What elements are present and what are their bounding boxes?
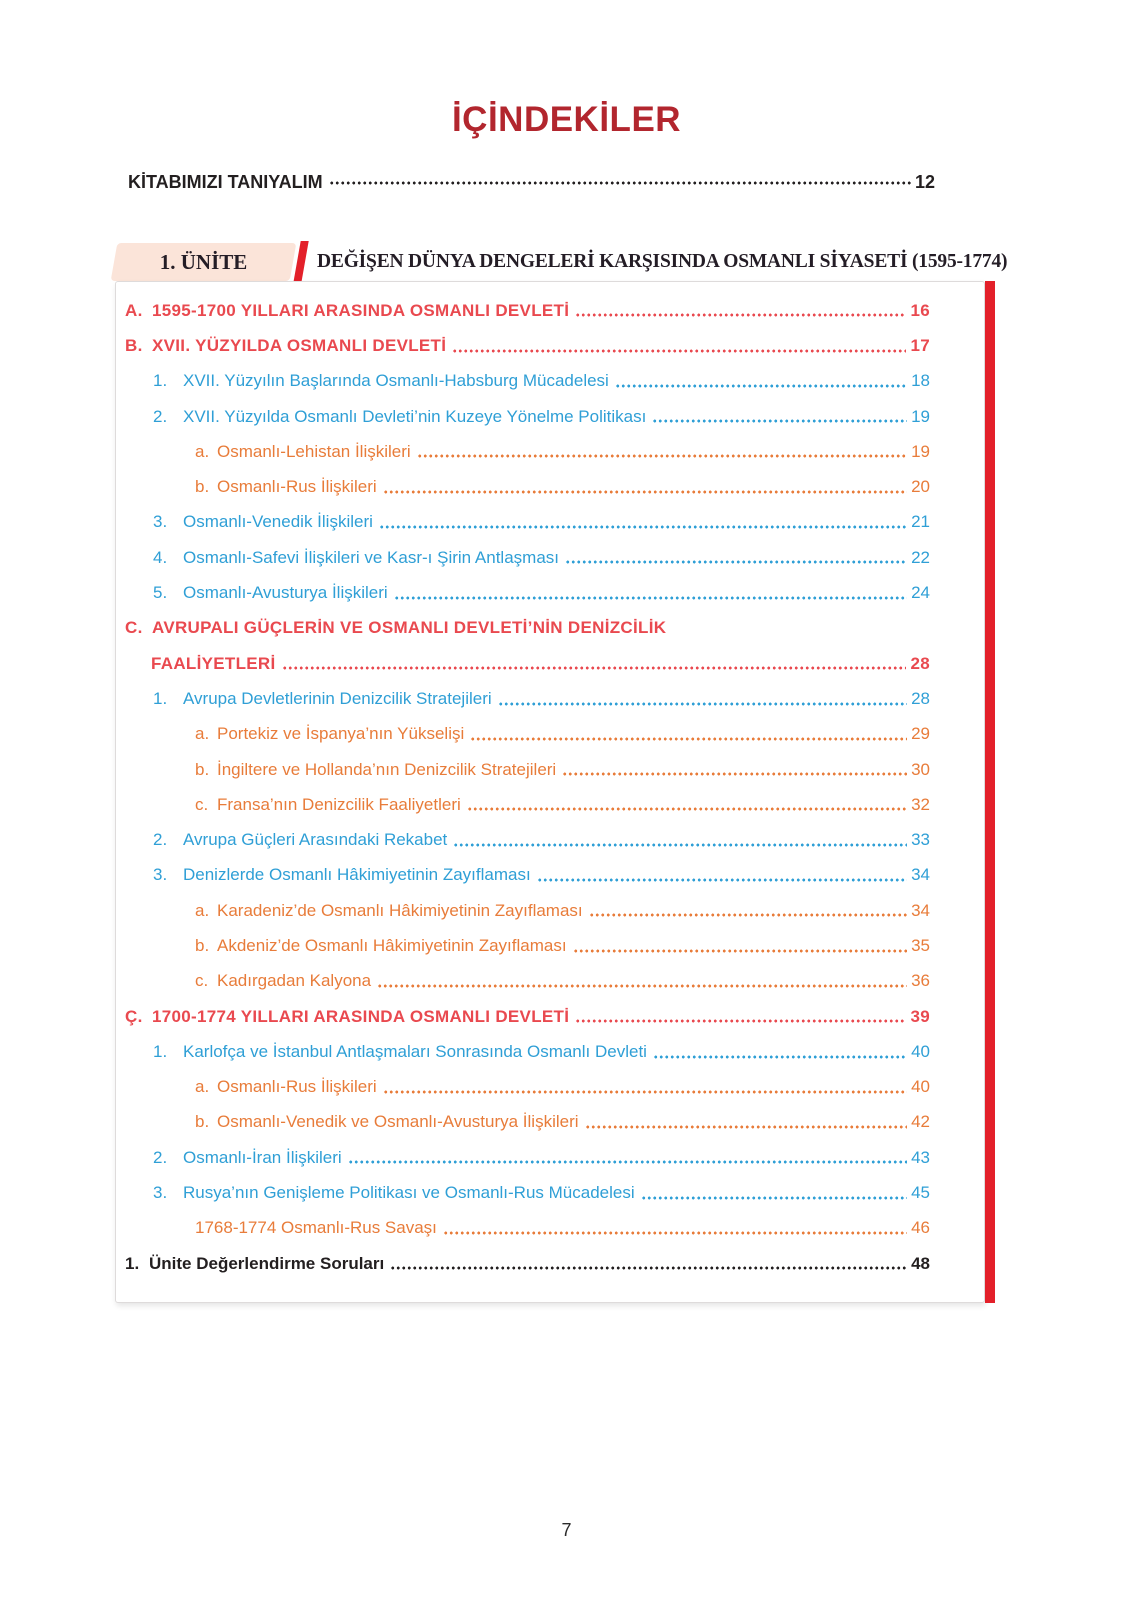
toc-entry-label: Osmanlı-Rus İlişkileri bbox=[217, 477, 377, 497]
toc-entry bbox=[116, 1070, 930, 1105]
dotted-leader bbox=[575, 313, 906, 317]
dotted-leader bbox=[565, 560, 907, 564]
toc-entry-prefix: 1. bbox=[153, 1041, 168, 1061]
dotted-leader bbox=[329, 181, 911, 185]
toc-entry-prefix: 1. bbox=[125, 1253, 140, 1273]
toc-entry bbox=[116, 540, 930, 575]
toc-entry-page: 30 bbox=[911, 759, 930, 779]
dotted-leader bbox=[562, 772, 907, 776]
toc-entry-page: 39 bbox=[910, 1006, 930, 1026]
toc-entry-label: FAALİYETLERİ bbox=[151, 653, 276, 673]
toc-entry-page: 34 bbox=[911, 865, 930, 885]
dotted-leader bbox=[498, 702, 907, 706]
dotted-leader bbox=[575, 1019, 906, 1023]
toc-entry bbox=[116, 964, 930, 999]
toc-entry-label: Denizlerde Osmanlı Hâkimiyetinin Zayıflaması bbox=[183, 865, 531, 885]
dotted-leader bbox=[467, 807, 907, 811]
toc-entry-page: 33 bbox=[911, 830, 930, 850]
toc-entry bbox=[116, 1175, 930, 1210]
dotted-leader bbox=[537, 878, 907, 882]
toc-entry-label: Akdeniz’de Osmanlı Hâkimiyetinin Zayıflaması bbox=[217, 935, 567, 955]
toc-entry-page: 17 bbox=[910, 335, 930, 355]
toc-entry-label: KİTABIMIZI TANIYALIM bbox=[128, 171, 323, 192]
toc-entry-page: 46 bbox=[911, 1218, 930, 1238]
toc-entry-page: 16 bbox=[910, 300, 930, 320]
toc-entry-page: 20 bbox=[911, 477, 930, 497]
toc-entry bbox=[116, 787, 930, 822]
toc-entry bbox=[116, 434, 930, 469]
toc-entry bbox=[116, 469, 930, 504]
toc-entry-prefix: 2. bbox=[153, 1147, 168, 1167]
toc-entry-prefix: C. bbox=[125, 618, 143, 638]
dotted-leader bbox=[653, 1055, 907, 1059]
toc-entry-prefix: a. bbox=[195, 900, 210, 920]
toc-entry bbox=[116, 505, 930, 540]
toc-entry bbox=[116, 293, 930, 328]
dotted-leader bbox=[453, 843, 907, 847]
toc-entry-prefix: b. bbox=[195, 477, 210, 497]
toc-entry bbox=[116, 1246, 930, 1281]
page-title: İÇİNDEKİLER bbox=[451, 100, 682, 139]
toc-entry-label: Portekiz ve İspanya’nın Yükselişi bbox=[217, 724, 465, 744]
red-accent-bar bbox=[985, 281, 995, 1303]
toc-entry-page: 32 bbox=[911, 794, 930, 814]
dotted-leader bbox=[585, 1125, 908, 1129]
toc-entry-label: Rusya’nın Genişleme Politikası ve Osmanlı-Rus Mücadelesi bbox=[183, 1183, 635, 1203]
toc-entry-prefix: b. bbox=[195, 935, 210, 955]
toc-entry-label: Karlofça ve İstanbul Antlaşmaları Sonrasında Osmanlı Devleti bbox=[183, 1041, 647, 1061]
toc-entry-prefix: 4. bbox=[153, 547, 168, 567]
dotted-leader bbox=[443, 1231, 907, 1235]
toc-entry-prefix: 2. bbox=[153, 830, 168, 850]
toc-entry-page: 43 bbox=[911, 1147, 930, 1167]
toc-entry-label: Osmanlı-Lehistan İlişkileri bbox=[217, 441, 411, 461]
toc-entry-label: 1700-1774 YILLARI ARASINDA OSMANLI DEVLETİ bbox=[152, 1006, 570, 1026]
unit-title: DEĞİŞEN DÜNYA DENGELERİ KARŞISINDA OSMANLI SİYASETİ (1595-1774) bbox=[317, 251, 1008, 272]
toc-entry bbox=[116, 611, 930, 646]
toc-entry-front-matter bbox=[128, 168, 935, 196]
toc-entry-continuation bbox=[116, 646, 930, 681]
toc-entry-label: XVII. Yüzyılın Başlarında Osmanlı-Habsburg Mücadelesi bbox=[183, 371, 609, 391]
toc-entry-page: 42 bbox=[911, 1112, 930, 1132]
dotted-leader bbox=[573, 949, 908, 953]
toc-entry-prefix: b. bbox=[195, 759, 210, 779]
toc-entry-label: Avrupa Devletlerinin Denizcilik Stratejileri bbox=[183, 688, 492, 708]
toc-entry bbox=[116, 822, 930, 857]
toc-entry-label: Osmanlı-Venedik İlişkileri bbox=[183, 512, 373, 532]
toc-entry-prefix: c. bbox=[195, 971, 209, 991]
toc-entry-page: 18 bbox=[911, 371, 930, 391]
red-slash-divider bbox=[293, 241, 308, 283]
toc-entry-label: Avrupa Güçleri Arasındaki Rekabet bbox=[183, 830, 448, 850]
toc-entry-label: Karadeniz’de Osmanlı Hâkimiyetinin Zayıflaması bbox=[217, 900, 583, 920]
toc-entry-label: 1595-1700 YILLARI ARASINDA OSMANLI DEVLETİ bbox=[152, 300, 570, 320]
toc-entry-page: 19 bbox=[911, 441, 930, 461]
dotted-leader bbox=[348, 1160, 907, 1164]
dotted-leader bbox=[417, 454, 907, 458]
toc-entry bbox=[116, 999, 930, 1034]
page-number: 7 bbox=[561, 1520, 572, 1540]
dotted-leader bbox=[452, 349, 906, 353]
dotted-leader bbox=[615, 384, 907, 388]
toc-entry-page: 28 bbox=[911, 688, 930, 708]
toc-entry-page: 40 bbox=[911, 1041, 930, 1061]
toc-entry bbox=[116, 928, 930, 963]
dotted-leader bbox=[377, 984, 907, 988]
toc-entry-prefix: c. bbox=[195, 794, 209, 814]
toc-entry bbox=[116, 399, 930, 434]
toc-entry-prefix: 3. bbox=[153, 512, 168, 532]
toc-entry-label: Osmanlı-Safevi İlişkileri ve Kasr-ı Şirin Antlaşması bbox=[183, 547, 559, 567]
dotted-leader bbox=[470, 737, 907, 741]
dotted-leader bbox=[383, 490, 907, 494]
toc-entry bbox=[116, 752, 930, 787]
toc-entry-page: 34 bbox=[911, 900, 930, 920]
toc-entry-prefix: A. bbox=[125, 300, 143, 320]
toc-entry-page: 36 bbox=[911, 971, 930, 991]
toc-entry-page: 48 bbox=[911, 1253, 930, 1273]
toc-entry-label: Fransa’nın Denizcilik Faaliyetleri bbox=[217, 794, 461, 814]
toc-entry bbox=[116, 681, 930, 716]
toc-box bbox=[115, 281, 985, 1303]
toc-entry bbox=[116, 1105, 930, 1140]
toc-entry-page: 29 bbox=[911, 724, 930, 744]
toc-entry-prefix: 2. bbox=[153, 406, 168, 426]
toc-entry-page: 21 bbox=[911, 512, 930, 532]
toc-entry-label: İngiltere ve Hollanda’nın Denizcilik Stratejileri bbox=[217, 759, 557, 779]
toc-entry-label: Kadırgadan Kalyona bbox=[217, 971, 372, 991]
toc-entry-page: 28 bbox=[910, 653, 930, 673]
unit-badge-label: 1. ÜNİTE bbox=[159, 250, 248, 274]
toc-entry-label: AVRUPALI GÜÇLERİN VE OSMANLI DEVLETİ’NİN DENİZCİLİK bbox=[152, 618, 667, 638]
toc-entry-prefix: a. bbox=[195, 441, 210, 461]
toc-entry bbox=[116, 575, 930, 610]
toc-entry-prefix: b. bbox=[195, 1112, 210, 1132]
toc-entry-label: Osmanlı-Avusturya İlişkileri bbox=[183, 583, 388, 603]
toc-entry-page: 35 bbox=[911, 935, 930, 955]
toc-entry-prefix: a. bbox=[195, 724, 210, 744]
dotted-leader bbox=[652, 419, 907, 423]
dotted-leader bbox=[282, 666, 907, 670]
toc-entry-label: Ünite Değerlendirme Soruları bbox=[149, 1253, 385, 1273]
toc-entry-page: 45 bbox=[911, 1183, 930, 1203]
toc-entry bbox=[116, 1034, 930, 1069]
toc-entry-page: 24 bbox=[911, 583, 930, 603]
toc-entry bbox=[116, 893, 930, 928]
toc-entry-label: 1768-1774 Osmanlı-Rus Savaşı bbox=[195, 1218, 437, 1238]
toc-entry-label: Osmanlı-Rus İlişkileri bbox=[217, 1077, 377, 1097]
toc-entry-label: XVII. YÜZYILDA OSMANLI DEVLETİ bbox=[152, 335, 447, 355]
dotted-leader bbox=[589, 913, 907, 917]
dotted-leader bbox=[390, 1266, 907, 1270]
toc-entry bbox=[116, 1140, 930, 1175]
toc-entry bbox=[116, 1211, 930, 1246]
toc-entry-label: XVII. Yüzyılda Osmanlı Devleti’nin Kuzeye Yönelme Politikası bbox=[183, 406, 647, 426]
toc-entry-prefix: 3. bbox=[153, 865, 168, 885]
toc-entry-prefix: 1. bbox=[153, 371, 168, 391]
toc-entry-prefix: 1. bbox=[153, 688, 168, 708]
toc-entry-page: 19 bbox=[911, 406, 930, 426]
toc-entry-label: Osmanlı-Venedik ve Osmanlı-Avusturya İlişkileri bbox=[217, 1112, 579, 1132]
toc-entry bbox=[116, 858, 930, 893]
dotted-leader bbox=[394, 596, 907, 600]
toc-entry-prefix: 3. bbox=[153, 1183, 168, 1203]
toc-entry-page: 22 bbox=[911, 547, 930, 567]
toc-entry bbox=[116, 328, 930, 363]
dotted-leader bbox=[641, 1196, 907, 1200]
dotted-leader bbox=[379, 525, 907, 529]
toc-entry-prefix: 5. bbox=[153, 583, 168, 603]
toc-entry-prefix: a. bbox=[195, 1077, 210, 1097]
dotted-leader bbox=[383, 1090, 907, 1094]
toc-entry bbox=[116, 717, 930, 752]
toc-entry-label: Osmanlı-İran İlişkileri bbox=[183, 1147, 342, 1167]
toc-entry bbox=[116, 364, 930, 399]
toc-entry-prefix: Ç. bbox=[125, 1006, 143, 1026]
toc-entry-page: 40 bbox=[911, 1077, 930, 1097]
toc-entry-page: 12 bbox=[914, 171, 935, 192]
toc-entry-prefix: B. bbox=[125, 335, 143, 355]
